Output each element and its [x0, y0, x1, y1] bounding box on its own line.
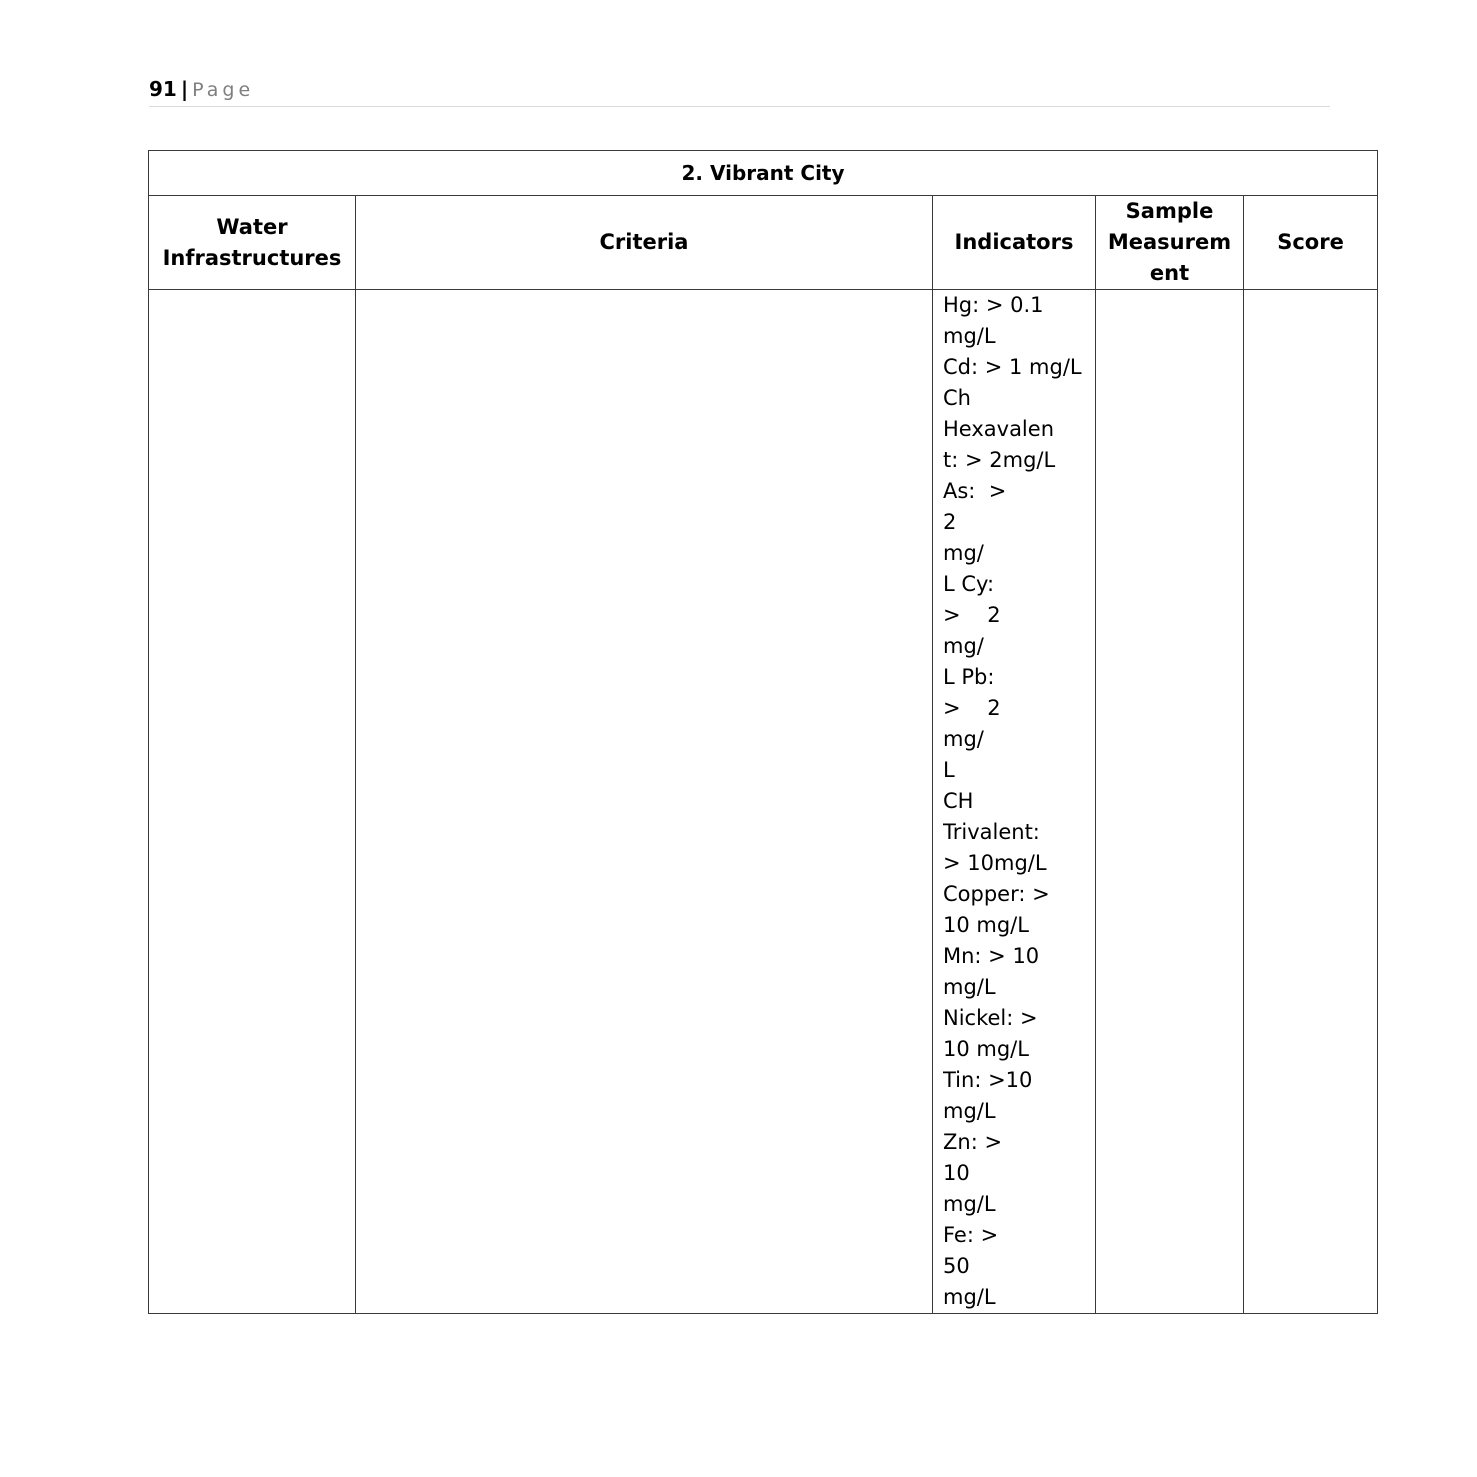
indicator-line: Mn: > 10: [943, 944, 1040, 968]
indicator-line: 10: [943, 1161, 970, 1185]
page-number: 91: [149, 77, 177, 101]
column-header-water-infrastructures: Water Infrastructures: [149, 196, 356, 290]
indicator-line: mg/: [943, 727, 984, 751]
indicator-line: 10 mg/L: [943, 1037, 1029, 1061]
indicator-line: As: >: [943, 479, 1007, 503]
table-row: [149, 290, 1378, 1314]
page-header: [149, 74, 1330, 107]
indicator-line: Hg: > 0.1: [943, 293, 1044, 317]
indicators-cell: [933, 290, 1096, 1314]
indicator-line: 2: [943, 510, 957, 534]
indicator-line: Tin: >10: [943, 1068, 1033, 1092]
indicator-line: mg/: [943, 634, 984, 658]
indicator-line: Zn: >: [943, 1130, 1003, 1154]
indicator-line: Cd: > 1 mg/L: [943, 355, 1082, 379]
score-cell: [1244, 290, 1378, 1314]
indicator-line: > 10mg/L: [943, 851, 1047, 875]
indicator-list: [943, 290, 1091, 1313]
page-label: Page: [192, 79, 255, 101]
indicator-line: L: [943, 758, 955, 782]
indicator-line: Ch: [943, 386, 971, 410]
indicator-line: L Cy:: [943, 572, 995, 596]
table-header-row: [149, 196, 1378, 290]
indicator-line: Trivalent:: [943, 820, 1040, 844]
indicator-line: mg/L: [943, 324, 996, 348]
water-infrastructures-cell: [149, 290, 356, 1314]
indicator-line: mg/L: [943, 975, 996, 999]
indicator-line: Nickel: >: [943, 1006, 1038, 1030]
indicator-line: mg/L: [943, 1192, 996, 1216]
indicator-line: Copper: >: [943, 882, 1050, 906]
sample-measurement-cell: [1096, 290, 1244, 1314]
indicator-line: CH: [943, 789, 974, 813]
indicator-line: t: > 2mg/L: [943, 448, 1056, 472]
indicator-line: 10 mg/L: [943, 913, 1029, 937]
column-header-score: Score: [1244, 196, 1378, 290]
indicator-line: mg/L: [943, 1099, 996, 1123]
indicator-line: mg/L: [943, 1285, 996, 1309]
table-title-row: [149, 151, 1378, 196]
criteria-cell: [356, 290, 933, 1314]
table-title: 2. Vibrant City: [149, 151, 1378, 196]
indicator-line: mg/: [943, 541, 984, 565]
vibrant-city-table: [148, 150, 1378, 1314]
indicator-line: 50: [943, 1254, 970, 1278]
indicator-line: > 2: [943, 696, 1001, 720]
column-header-criteria: Criteria: [356, 196, 933, 290]
indicator-line: L Pb:: [943, 665, 995, 689]
indicator-line: Hexavalen: [943, 417, 1054, 441]
indicator-line: Fe: >: [943, 1223, 999, 1247]
indicator-line: > 2: [943, 603, 1001, 627]
page-separator: |: [180, 77, 189, 101]
column-header-indicators: Indicators: [933, 196, 1096, 290]
column-header-sample-measurement: Sample Measurem ent: [1096, 196, 1244, 290]
